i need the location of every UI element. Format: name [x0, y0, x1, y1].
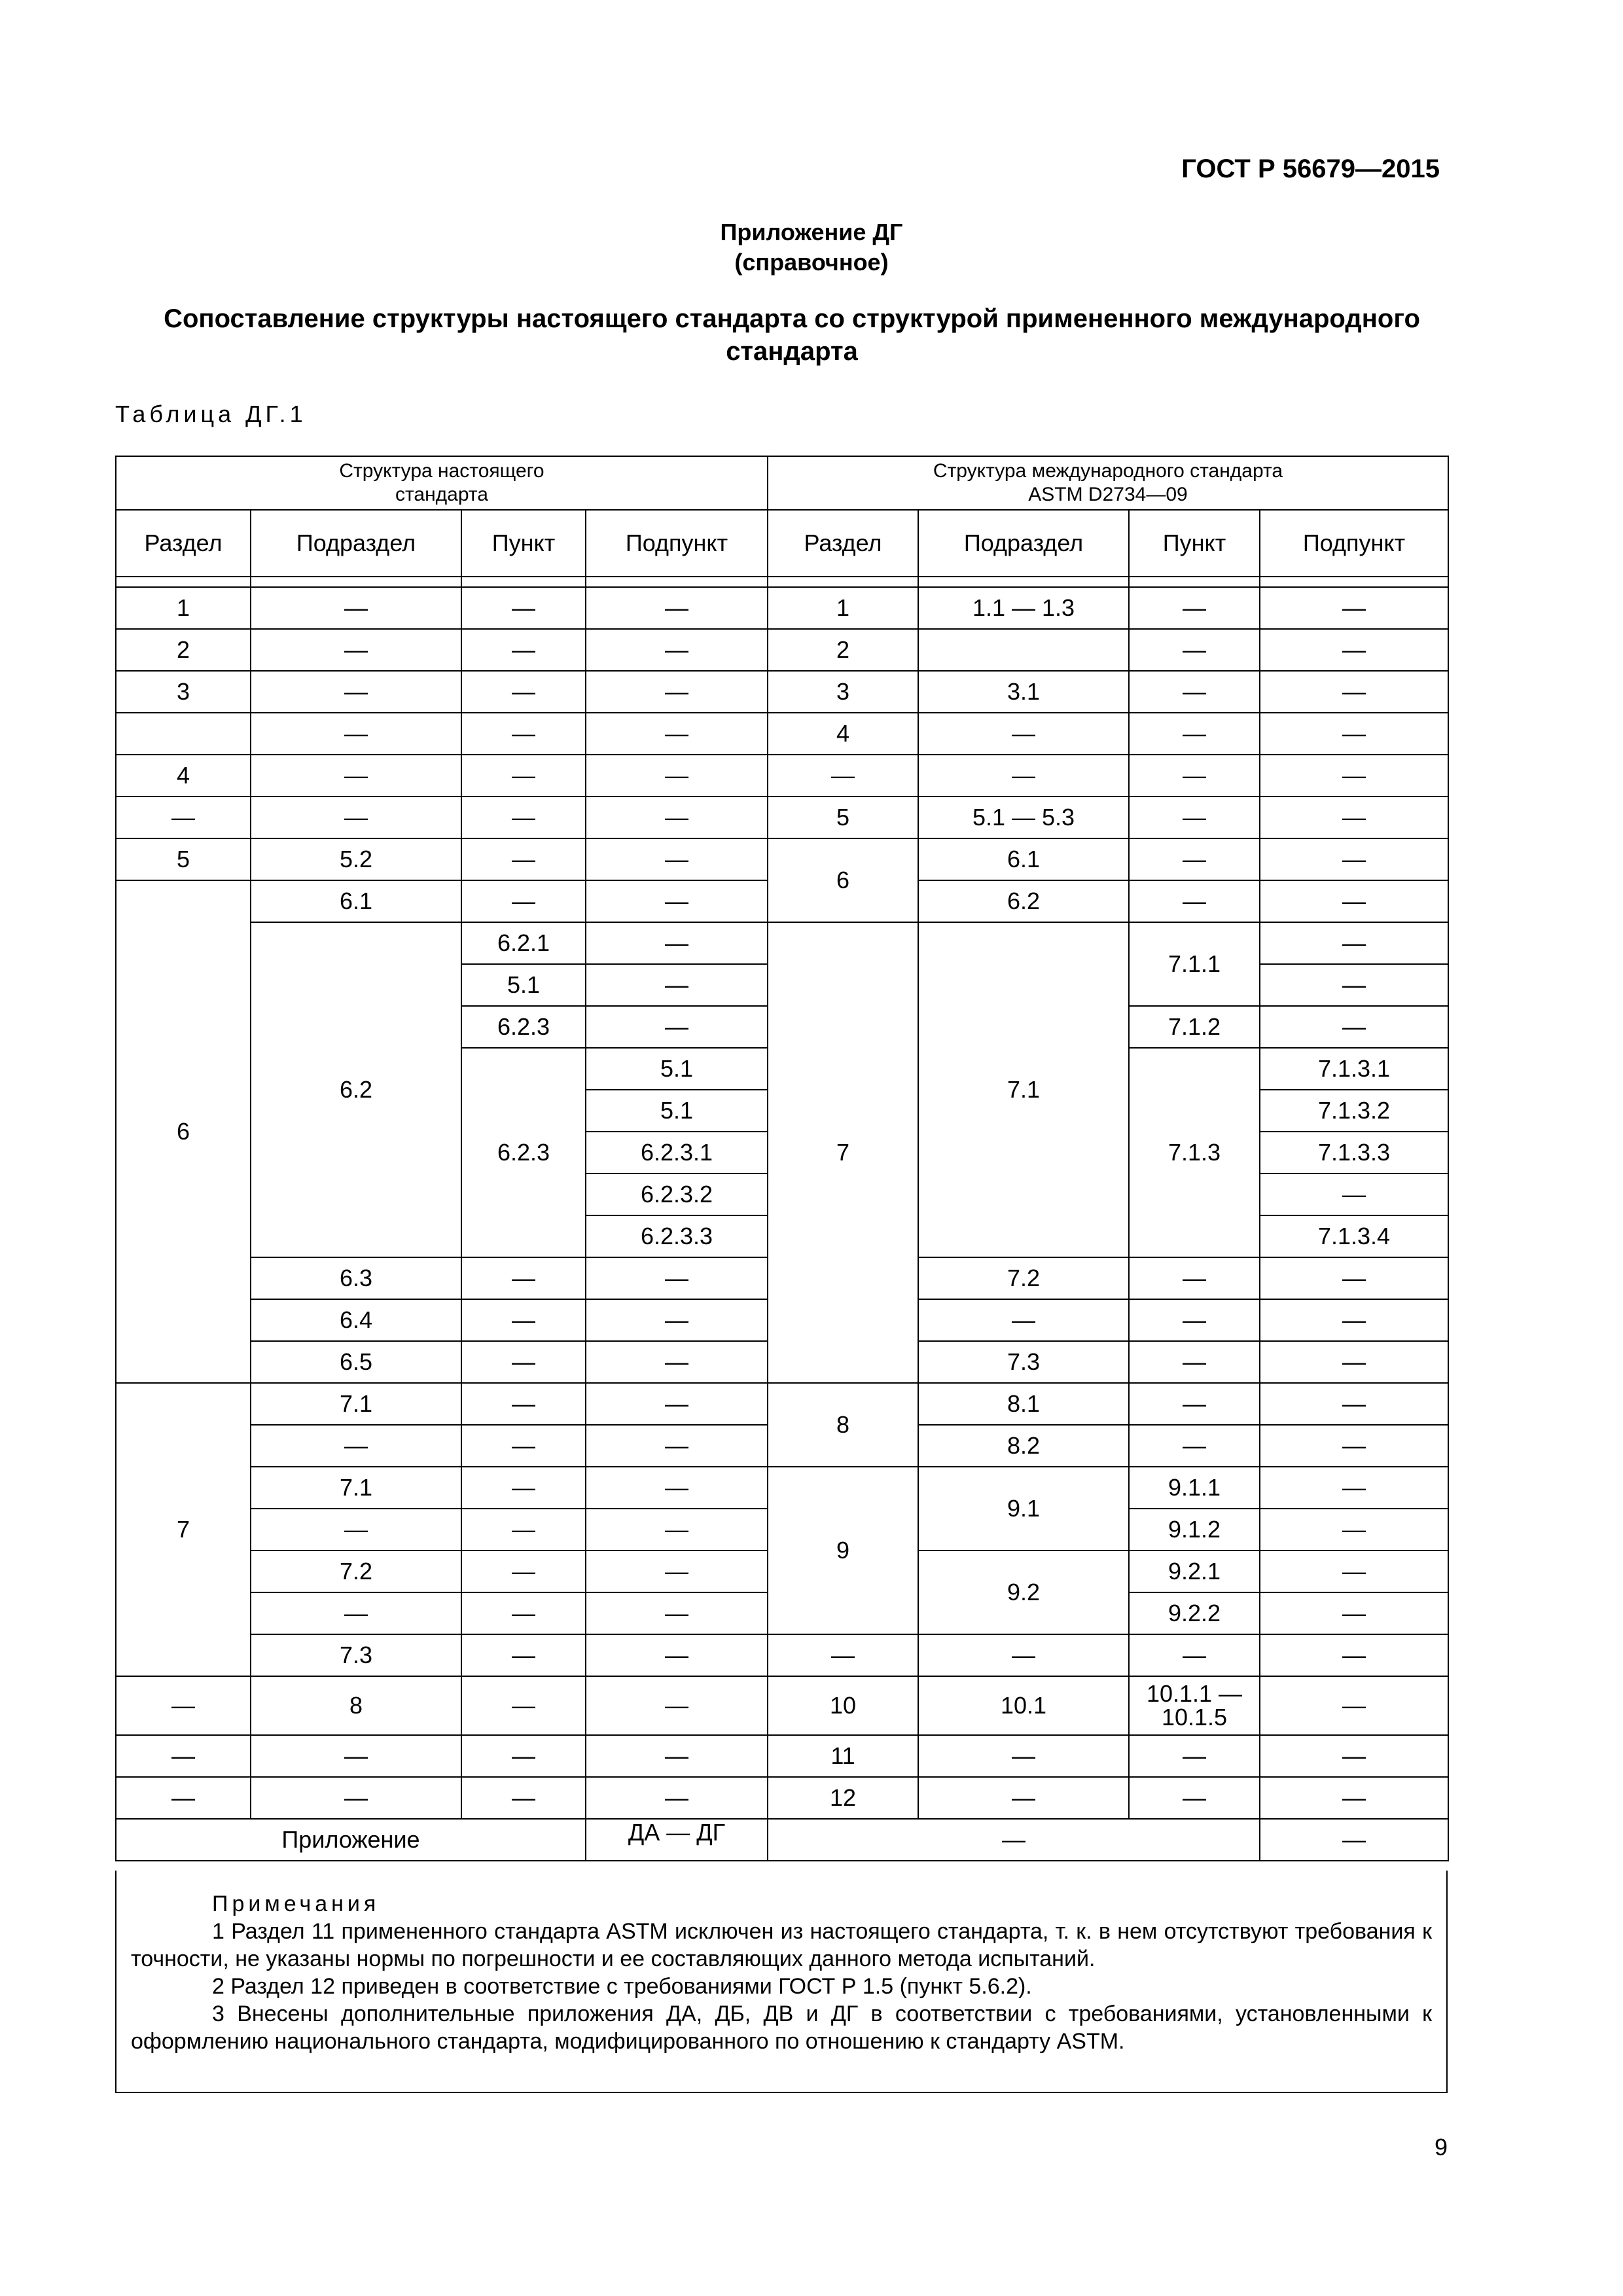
- note-item: 3 Внесены дополнительные приложения ДА, ДБ, ДВ и ДГ в соответствии с требованиями, установленными к оформлению национального стандарта, модифицированного по отношению к стандарту ASTM.: [131, 2001, 1432, 2054]
- structure-comparison-table: [115, 456, 1449, 1861]
- table-row: 7.3 — — — — — —: [116, 1634, 1448, 1676]
- table-group-header: [116, 456, 1448, 510]
- table-row: 3 — — — 3 3.1 — —: [116, 671, 1448, 713]
- table-row: — — — 4 — — —: [116, 713, 1448, 755]
- table-row: 2 — — — 2 — —: [116, 629, 1448, 671]
- column-header: Подпункт: [586, 510, 768, 577]
- column-header: Раздел: [116, 510, 251, 577]
- main-title-line-1: Сопоставление структуры настоящего стандарта со структурой примененного международного: [164, 304, 1420, 333]
- table-row: — 8 — — 10 10.1 10.1.1 — 10.1.5 —: [116, 1676, 1448, 1735]
- column-header: Раздел: [768, 510, 918, 577]
- table-caption: Таблица ДГ.1: [115, 401, 307, 427]
- page-number: 9: [1434, 2134, 1448, 2161]
- appendix-title: Приложение ДГ: [720, 219, 903, 245]
- table-row: 4 — — — — — — —: [116, 755, 1448, 797]
- table-row: — — — 9.2.2 —: [116, 1592, 1448, 1634]
- table-row: 5.1 7.1.3.2: [116, 1090, 1448, 1132]
- group-header-national: Структура настоящего стандарта: [116, 456, 768, 510]
- notes-heading: Примечания: [212, 1892, 380, 1916]
- table-row: 5 5.2 — — 6 6.1 — —: [116, 838, 1448, 880]
- table-row: 7.2 — — 9.2 9.2.1 —: [116, 1551, 1448, 1592]
- note-item: 2 Раздел 12 приведен в соответствие с требованиями ГОСТ Р 1.5 (пункт 5.6.2).: [212, 1974, 1032, 1999]
- table-row: 1 — — — 1 1.1 — 1.3 — —: [116, 587, 1448, 629]
- table-row: 6 6.1 — — 6.2 — —: [116, 880, 1448, 922]
- table-row: — — — 9.1.2 —: [116, 1509, 1448, 1551]
- table-row: — — — — 11 — — —: [116, 1735, 1448, 1777]
- table-row: 6.3 — — 7.2 — —: [116, 1257, 1448, 1299]
- column-header: Подраздел: [251, 510, 461, 577]
- table-row: 6.2 6.2.1 — 7 7.1 7.1.1 —: [116, 922, 1448, 964]
- group-header-international: Структура международного стандарта ASTM D2734—09: [768, 456, 1448, 510]
- table-row: — — — 8.2 — —: [116, 1425, 1448, 1467]
- table-row: 6.4 — — — — —: [116, 1299, 1448, 1341]
- table-row: 7 7.1 — — 8 8.1 — —: [116, 1383, 1448, 1425]
- table-row: — — — — 5 5.1 — 5.3 — —: [116, 797, 1448, 838]
- table-row: Приложение ДА — ДГ — —: [116, 1819, 1448, 1861]
- appendix-subtitle: (справочное): [734, 249, 889, 276]
- appendix-heading: [0, 217, 1623, 278]
- document-code: ГОСТ Р 56679—2015: [1181, 154, 1440, 183]
- table-row: 6.5 — — 7.3 — —: [116, 1341, 1448, 1383]
- main-title-line-2: стандарта: [726, 337, 858, 366]
- table-row: — — — — 12 — — —: [116, 1777, 1448, 1819]
- table-row: 6.2.3 5.1 7.1.3 7.1.3.1: [116, 1048, 1448, 1090]
- column-header: Подраздел: [918, 510, 1129, 577]
- table-column-header: [116, 510, 1448, 577]
- column-header: Подпункт: [1260, 510, 1448, 577]
- table-row: 6.2.3.1 7.1.3.3: [116, 1132, 1448, 1174]
- table-row: 6.2.3.2 —: [116, 1174, 1448, 1215]
- table-notes: [115, 1871, 1448, 2093]
- table-row: 6.2.3 — 7.1.2 —: [116, 1006, 1448, 1048]
- note-item: 1 Раздел 11 примененного стандарта ASTM исключен из настоящего стандарта, т. к. в нем отсутствуют требования к точности, не указаны нормы по погрешности и ее составляющих данного метода испытаний.: [131, 1919, 1432, 1971]
- column-header: Пункт: [461, 510, 586, 577]
- main-title: [111, 302, 1472, 368]
- table-row: 5.1 — —: [116, 964, 1448, 1006]
- table-row: 7.1 — — 9 9.1 9.1.1 —: [116, 1467, 1448, 1509]
- table-header-spacer: [116, 577, 1448, 587]
- column-header: Пункт: [1129, 510, 1260, 577]
- table-row: 6.2.3.3 7.1.3.4: [116, 1215, 1448, 1257]
